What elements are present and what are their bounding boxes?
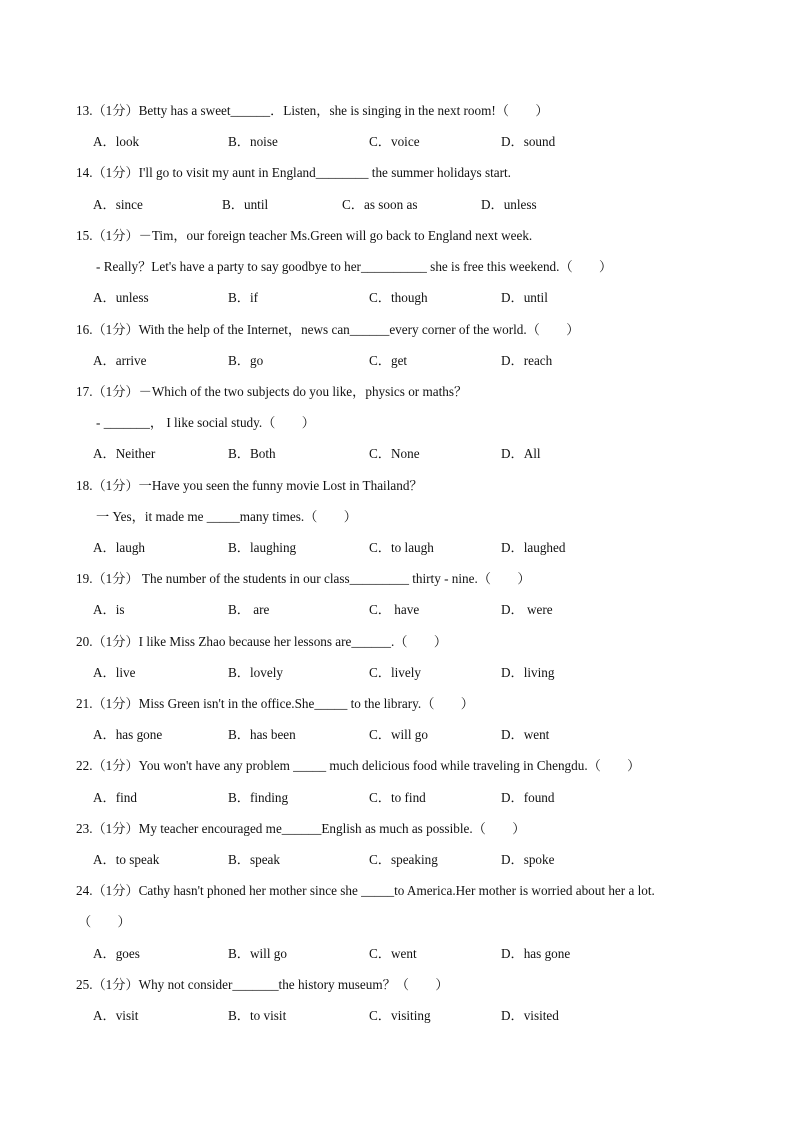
option-c[interactable]: C．speaking [369, 852, 438, 867]
option-a[interactable]: A．Neither [93, 446, 156, 461]
option-a[interactable]: A．to speak [93, 852, 160, 867]
option-d[interactable]: D．All [501, 446, 541, 461]
question-24-stem: 24.（1分）Cathy hasn't phoned her mother since she _____to America.Her mother is worried about her a lot. [76, 883, 655, 898]
question-15-stem-line2: - Really？Let's have a party to say goodbye to her__________ she is free this weekend.（ ） [96, 259, 613, 274]
question-22-stem: 22.（1分）You won't have any problem _____ much delicious food while traveling in Chengdu.（ ） [76, 758, 641, 773]
option-b[interactable]: B． are [228, 602, 270, 617]
option-c[interactable]: C． have [369, 602, 420, 617]
option-a[interactable]: A．arrive [93, 353, 147, 368]
option-b[interactable]: B．if [228, 290, 259, 305]
option-b[interactable]: B．laughing [228, 540, 297, 555]
option-b[interactable]: B．has been [228, 727, 296, 742]
option-c[interactable]: C．visiting [369, 1008, 431, 1023]
option-a[interactable]: A．is [93, 602, 125, 617]
option-b[interactable]: B．noise [228, 134, 278, 149]
option-c[interactable]: C．though [369, 290, 428, 305]
question-19-stem: 19.（1分） The number of the students in our class_________ thirty - nine.（ ） [76, 571, 531, 586]
option-c[interactable]: C．to laugh [369, 540, 434, 555]
question-15-stem: 15.（1分）－Tim，our foreign teacher Ms.Green will go back to England next week. [76, 228, 533, 243]
option-b[interactable]: B．will go [228, 946, 287, 961]
option-a[interactable]: A．since [93, 197, 143, 212]
question-25-stem: 25.（1分）Why not consider_______the history museum？（ ） [76, 977, 449, 992]
question-23-stem: 23.（1分）My teacher encouraged me______English as much as possible.（ ） [76, 821, 526, 836]
option-c[interactable]: C．to find [369, 790, 426, 805]
option-d[interactable]: D．until [501, 290, 548, 305]
option-c[interactable]: C．lively [369, 665, 422, 680]
option-b[interactable]: B．Both [228, 446, 276, 461]
option-d[interactable]: D． were [501, 602, 553, 617]
option-a[interactable]: A．visit [93, 1008, 139, 1023]
option-d[interactable]: D．went [501, 727, 550, 742]
option-b[interactable]: B．to visit [228, 1008, 287, 1023]
question-13-stem: 13.（1分）Betty has a sweet______．Listen，she is singing in the next room!（ ） [76, 103, 549, 118]
option-c[interactable]: C．went [369, 946, 417, 961]
option-c[interactable]: C．will go [369, 727, 428, 742]
option-d[interactable]: D．living [501, 665, 555, 680]
question-18-stem: 18.（1分）一Have you seen the funny movie Lost in Thailand？ [76, 478, 423, 493]
option-b[interactable]: B．go [228, 353, 264, 368]
option-c[interactable]: C．voice [369, 134, 420, 149]
option-d[interactable]: D．reach [501, 353, 553, 368]
option-a[interactable]: A．live [93, 665, 136, 680]
option-d[interactable]: D．sound [501, 134, 556, 149]
question-18-stem-line2: 一 Yes，it made me _____many times.（ ） [96, 509, 357, 524]
option-a[interactable]: A．find [93, 790, 137, 805]
option-c[interactable]: C．as soon as [342, 197, 418, 212]
option-b[interactable]: B．finding [228, 790, 289, 805]
option-d[interactable]: D．laughed [501, 540, 566, 555]
question-20-stem: 20.（1分）I like Miss Zhao because her lessons are______.（ ） [76, 634, 448, 649]
option-d[interactable]: D．found [501, 790, 555, 805]
option-b[interactable]: B．until [222, 197, 269, 212]
question-17-stem-line2: - _______， I like social study.（ ） [96, 415, 315, 430]
question-14-stem: 14.（1分）I'll go to visit my aunt in England________ the summer holidays start. [76, 165, 511, 180]
option-d[interactable]: D．has gone [501, 946, 571, 961]
option-a[interactable]: A．unless [93, 290, 149, 305]
option-a[interactable]: A．goes [93, 946, 140, 961]
option-a[interactable]: A．laugh [93, 540, 146, 555]
option-c[interactable]: C．get [369, 353, 408, 368]
option-c[interactable]: C．None [369, 446, 420, 461]
question-24-stem-line2: （ ） [78, 914, 131, 929]
option-d[interactable]: D．unless [481, 197, 537, 212]
option-d[interactable]: D．visited [501, 1008, 559, 1023]
option-b[interactable]: B．lovely [228, 665, 283, 680]
option-a[interactable]: A．has gone [93, 727, 163, 742]
option-a[interactable]: A．look [93, 134, 140, 149]
option-d[interactable]: D．spoke [501, 852, 555, 867]
question-16-stem: 16.（1分）With the help of the Internet，news can______every corner of the world.（ ） [76, 322, 580, 337]
question-17-stem: 17.（1分）－Which of the two subjects do you like，physics or maths？ [76, 384, 468, 399]
option-b[interactable]: B．speak [228, 852, 281, 867]
question-21-stem: 21.（1分）Miss Green isn't in the office.She_____ to the library.（ ） [76, 696, 474, 711]
